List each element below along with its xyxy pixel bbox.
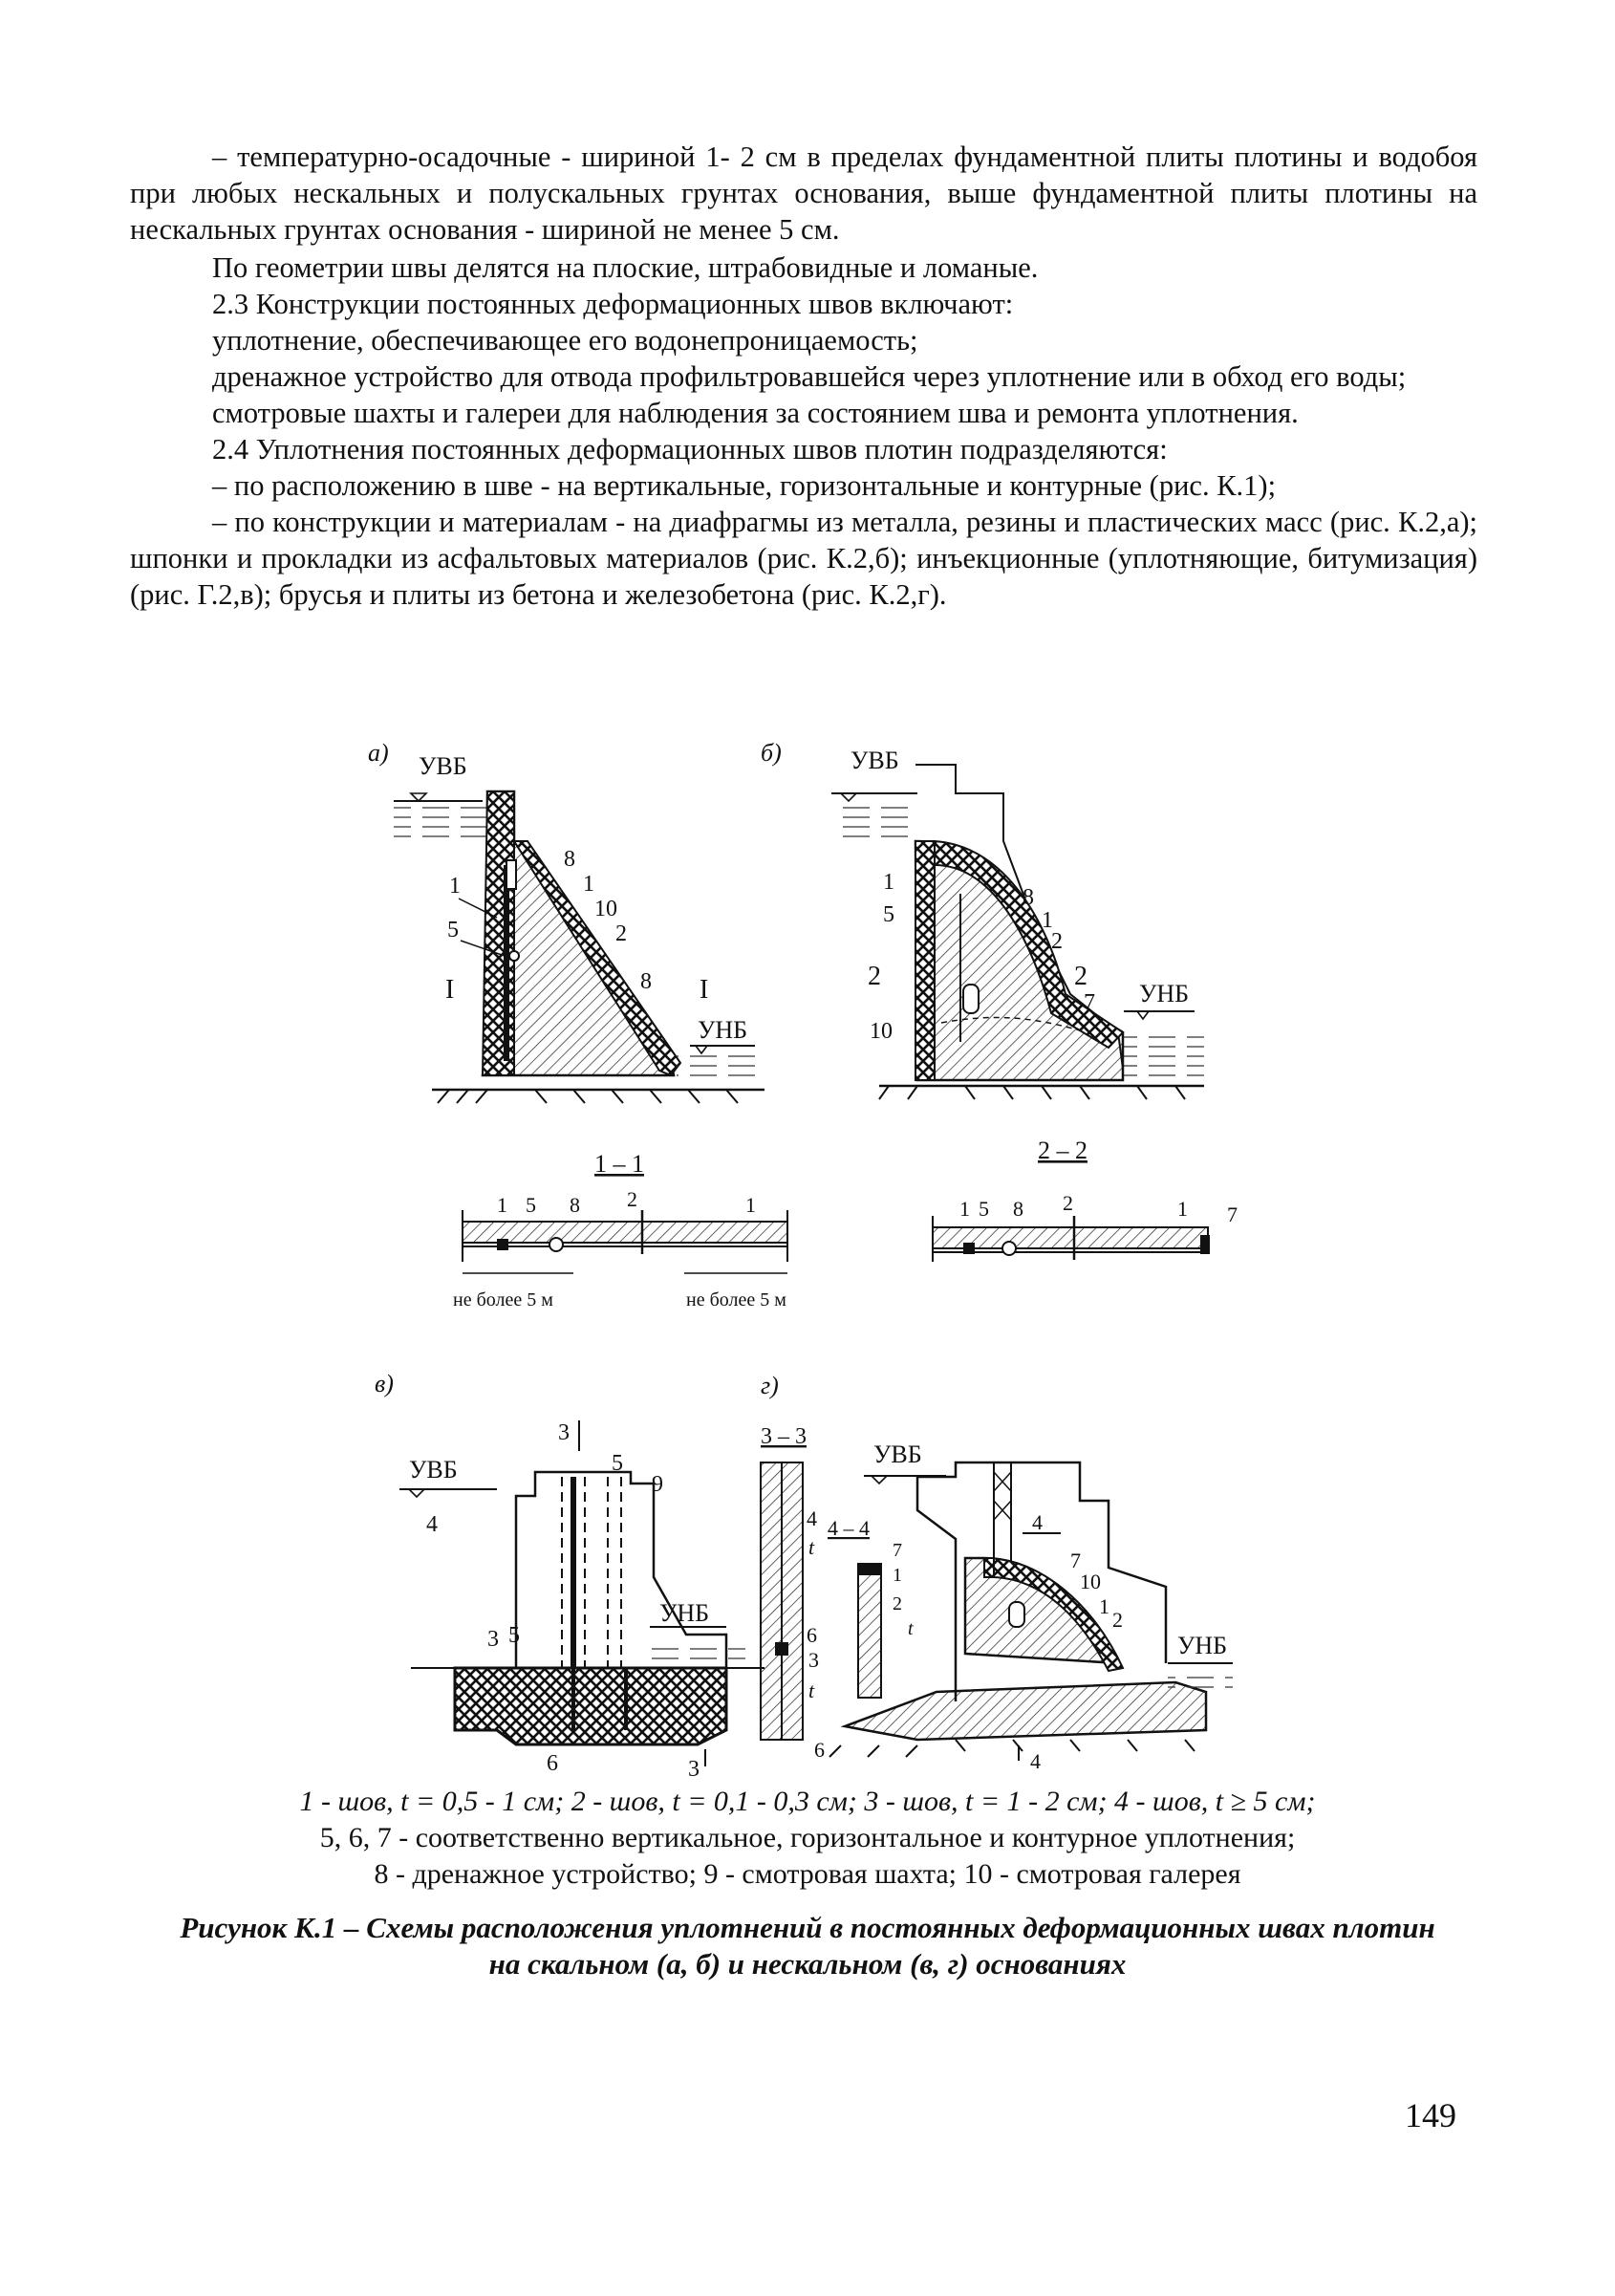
dimension-label: не более 5 м: [686, 1289, 786, 1310]
mark-1: 1: [583, 872, 594, 897]
legend-line: 8 - дренажное устройство; 9 - смотровая шахта; 10 - смотровая галерея: [374, 1858, 1241, 1890]
mark-2: 2: [615, 921, 627, 946]
mark-5: 5: [612, 1451, 623, 1476]
mark-8: 8: [1023, 885, 1034, 910]
section-mark: 4: [1030, 1749, 1041, 1773]
unb-label: УНБ: [1177, 1632, 1228, 1659]
mark-4: 4: [807, 1506, 817, 1530]
section-label: 2 – 2: [1038, 1137, 1087, 1164]
mark-7: 7: [1227, 1202, 1238, 1226]
figure-title-line: на скальном (а, б) и нескальном (в, г) основаниях: [488, 1947, 1127, 1981]
paragraph: смотровые шахты и галереи для наблюдения за состоянием шва и ремонта уплотнения.: [212, 397, 1299, 429]
mark-4: 4: [426, 1512, 438, 1537]
figure-title: [143, 1910, 1472, 1982]
mark-2: 2: [893, 1593, 902, 1614]
mark-5: 5: [447, 918, 459, 942]
mark-3: 3: [487, 1627, 499, 1652]
mark-8: 8: [564, 847, 575, 872]
legend-line: 5, 6, 7 - соответственно вертикальное, горизонтальное и контурное уплотнения;: [319, 1822, 1296, 1853]
page-number: 149: [1405, 2096, 1456, 2134]
section-mark: 3: [558, 1420, 570, 1445]
paragraph: уплотнение, обеспечивающее его водонепроницаемость;: [212, 324, 918, 357]
mark-5: 5: [508, 1623, 520, 1648]
paragraph: 2.3 Конструкции постоянных деформационных швов включают:: [212, 288, 1014, 320]
dimension-label: не более 5 м: [453, 1289, 553, 1310]
panel-b-label: б): [761, 739, 782, 767]
figure-title-line: Рисунок К.1 – Схемы расположения уплотнений в постоянных деформационных швах плотин: [180, 1911, 1435, 1944]
uvb-label: УВБ: [419, 752, 467, 780]
mark-1: 1: [497, 1193, 507, 1217]
section-label: 4 – 4: [828, 1516, 870, 1540]
mark-t: t: [908, 1618, 914, 1639]
mark-2: 2: [1112, 1608, 1123, 1632]
mark-1: 1: [883, 870, 894, 895]
panel-a-label: а): [368, 739, 389, 767]
panel-g: [828, 1440, 1233, 1773]
paragraph: – температурно-осадочные - шириной 1- 2 см в пределах фундаментной плиты плотины и водобоя при любых нескальных и полускальных грунтах основания, выше фундаментной плиты плотины на нескальных грунтах основания - шириной не менее 5 см.: [130, 141, 1477, 246]
mark-8: 8: [570, 1193, 580, 1217]
mark-1: 1: [449, 874, 461, 899]
paragraph: – по конструкции и материалам - на диафрагмы из металла, резины и пластических масс (рис. К.2,а); шпонки и прокладки из асфальтовых материалов (рис. К.2,б); инъекционные (уплотняющие, битумизация) (рис. Г.2,в); брусья и плиты из бетона и железобетона (рис. К.2,г).: [130, 506, 1477, 611]
mark-8: 8: [1013, 1197, 1023, 1221]
mark-10: 10: [1080, 1570, 1101, 1593]
panel-a: [368, 739, 764, 1103]
mark-1: 1: [1099, 1594, 1109, 1618]
mark-6: 6: [807, 1623, 817, 1647]
mark-3: 3: [808, 1648, 819, 1672]
mark-1: 1: [1177, 1197, 1188, 1221]
mark-5: 5: [979, 1197, 989, 1221]
uvb-label: УВБ: [851, 747, 899, 774]
mark-t: t: [808, 1679, 815, 1702]
section-1-1: [453, 1150, 787, 1310]
mark-2: 2: [627, 1187, 637, 1211]
mark-6: 6: [547, 1751, 558, 1776]
panel-g-label: г): [761, 1372, 779, 1399]
panel-b: [761, 739, 1204, 1099]
unb-label: УНБ: [659, 1599, 710, 1627]
paragraph: 2.4 Уплотнения постоянных деформационных швов плотин подразделяются:: [212, 433, 1168, 466]
mark-1: 1: [1042, 908, 1053, 933]
uvb-label: УВБ: [409, 1456, 458, 1484]
cut-mark: I: [700, 975, 709, 1005]
mark-6: 6: [814, 1738, 825, 1762]
mark-1: 1: [745, 1193, 756, 1217]
mark-9: 9: [652, 1472, 663, 1497]
mark-1: 1: [959, 1197, 970, 1221]
section-mark: 3: [688, 1757, 700, 1782]
unb-label: УНБ: [1139, 980, 1190, 1007]
mark-5: 5: [526, 1193, 536, 1217]
section-3-3: [761, 1372, 825, 1762]
section-label: 3 – 3: [761, 1424, 807, 1449]
section-label: 1 – 1: [594, 1150, 644, 1178]
paragraph: – по расположению в шве - на вертикальные, горизонтальные и контурные (рис. К.1);: [212, 469, 1277, 502]
mark-7: 7: [893, 1540, 902, 1561]
figure-legend: [143, 1784, 1472, 1893]
mark-7: 7: [1084, 990, 1095, 1015]
mark-t: t: [808, 1535, 815, 1559]
section-mark: 4: [1032, 1510, 1043, 1534]
section-2-2: [933, 1137, 1238, 1262]
mark-1: 1: [893, 1565, 902, 1586]
cut-mark: I: [445, 975, 455, 1005]
mark-10: 10: [594, 897, 617, 921]
mark-2: 2: [1051, 929, 1063, 954]
uvb-label: УВБ: [873, 1440, 922, 1468]
panel-v-label: в): [375, 1370, 394, 1397]
cut-mark: 2: [1074, 962, 1087, 991]
mark-7: 7: [1070, 1549, 1081, 1572]
mark-5: 5: [883, 902, 894, 927]
panel-v: [375, 1370, 764, 1782]
mark-8: 8: [640, 969, 652, 994]
legend-line: 1 - шов, t = 0,5 - 1 см; 2 - шов, t = 0,1 - 0,3 см; 3 - шов, t = 1 - 2 см; 4 - шов, t ≥ 5 см;: [299, 1786, 1316, 1817]
mark-2: 2: [1063, 1191, 1073, 1215]
paragraph: По геометрии швы делятся на плоские, штрабовидные и ломаные.: [212, 251, 1039, 284]
paragraph: дренажное устройство для отвода профильтровавшейся через уплотнение или в обход его воды;: [212, 360, 1407, 393]
cut-mark: 2: [868, 962, 881, 991]
mark-10: 10: [870, 1019, 893, 1044]
unb-label: УНБ: [698, 1016, 748, 1044]
